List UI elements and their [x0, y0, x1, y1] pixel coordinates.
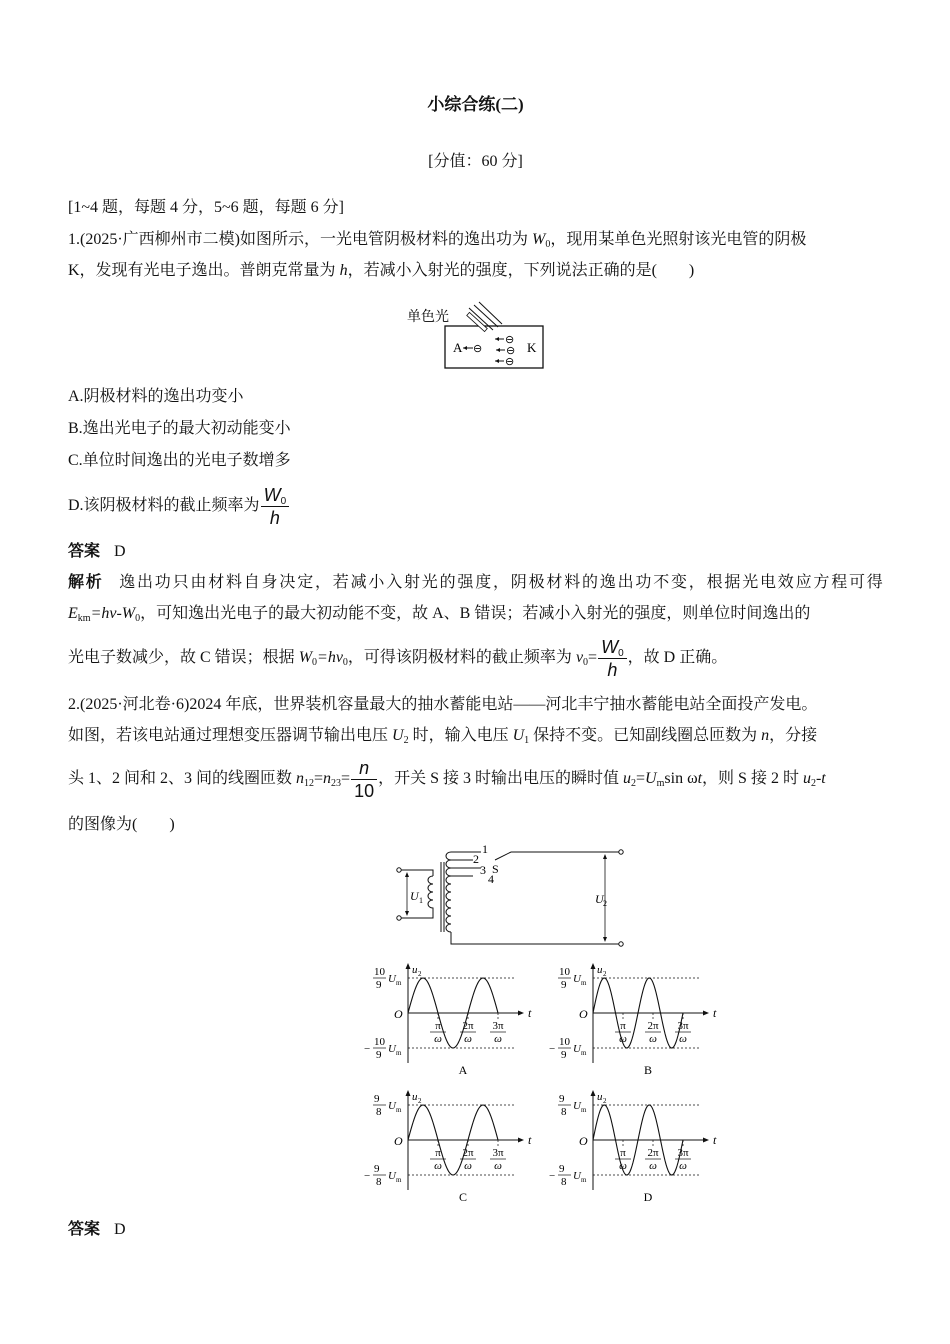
amp-num: 10 [559, 966, 570, 978]
q2-text-3a: 头 1、2 间和 2、3 间的线圈匝数 [68, 770, 297, 787]
answer-label: 答案 [68, 543, 101, 560]
q1-analysis-line3 [68, 634, 883, 682]
var-W: W [532, 231, 546, 248]
y-axis-arrow [406, 963, 411, 969]
u1-sub: 1 [419, 896, 423, 905]
y-axis-label-sub: 2 [603, 970, 607, 978]
fraction-w0-h-2 [598, 636, 627, 681]
tick-omega-3: ω [679, 1033, 687, 1045]
q1-analysis-line1 [68, 572, 883, 594]
u2-sub: 2 [603, 899, 607, 908]
origin-label: O [394, 1007, 403, 1021]
neg-um-sub: m [581, 1049, 587, 1057]
neg-um: U [388, 1043, 396, 1055]
arrow-3-head [496, 348, 500, 352]
analysis-text-3b: ，可得该阴极材料的截止频率为 [347, 649, 576, 666]
answer-graphs [293, 955, 723, 1215]
neg-num: 9 [374, 1163, 380, 1175]
primary-coil [428, 876, 433, 912]
frac-num-w: W [263, 484, 281, 505]
analysis-text-3c: ，故 D 正确。 [627, 649, 728, 666]
secondary-coil [446, 852, 451, 932]
amp-um: U [573, 973, 581, 985]
tick-label-3: 3π [677, 1147, 689, 1159]
tick-label-2: 2π [647, 1147, 659, 1159]
amp-um: U [573, 1100, 581, 1112]
amp-um-sub: m [396, 979, 402, 987]
terminal-br [619, 942, 623, 946]
q2-stem-line2 [68, 725, 883, 747]
q2-stem-line4: 的图像为( ) [68, 816, 175, 833]
q2-text-2d: ，分接 [769, 727, 818, 744]
sub-23: 23 [331, 778, 342, 789]
sin-text: sin ω [664, 770, 698, 787]
frac-n: n [351, 757, 377, 780]
switch-label: S [492, 862, 499, 876]
answer2-value: D [114, 1221, 126, 1238]
var-W0b: W [298, 649, 313, 666]
tick-label-1: π [620, 1020, 626, 1032]
wire-bottom-secondary [451, 932, 619, 944]
var-u2: u [623, 770, 632, 787]
amp-num: 9 [374, 1093, 380, 1105]
amp-um: U [388, 973, 396, 985]
neg-num: 10 [374, 1036, 385, 1048]
var-n12: n [296, 770, 305, 787]
y-axis-arrow [591, 1090, 596, 1096]
tick-label-3: 3π [492, 1020, 504, 1032]
frac2-num-sub: 0 [618, 647, 624, 659]
sub-0c: 0 [312, 657, 318, 668]
tick-label-3: 3π [677, 1020, 689, 1032]
neg-num: 9 [559, 1163, 565, 1175]
answer-value: D [114, 543, 126, 560]
tick-label-1: π [435, 1020, 441, 1032]
origin-label: O [394, 1134, 403, 1148]
sub-km: km [77, 613, 91, 624]
y-axis-label: u [597, 1091, 603, 1103]
tick-label-1: π [620, 1147, 626, 1159]
tick-label-2: 2π [462, 1147, 474, 1159]
electron-3: ⊖ [506, 345, 516, 357]
eq-2: = [341, 770, 351, 787]
phototube-figure [403, 298, 553, 373]
q2-text-3c: ，则 S 接 2 时 [702, 770, 803, 787]
q2-text-2a: 如图，若该电站通过理想变压器调节输出电压 [68, 727, 393, 744]
switch-blade [495, 852, 511, 860]
analysis-text-2: ，可知逸出光电子的最大初动能不变，故 A、B 错误；若减小入射光的强度，则单位时间逸出的 [140, 605, 811, 622]
y-axis-label: u [412, 964, 418, 976]
sub-0e: 0 [583, 657, 589, 668]
tick-omega-2: ω [464, 1033, 472, 1045]
neg-um: U [573, 1043, 581, 1055]
neg-num: 10 [559, 1036, 570, 1048]
tap-2-label: 2 [473, 852, 479, 866]
eq-3: = [636, 770, 646, 787]
amp-um-sub: m [581, 1106, 587, 1114]
graph-c [364, 1090, 532, 1204]
section-note: [1~4 题，每题 4 分，5~6 题，每题 6 分] [68, 199, 344, 216]
tick-label-1: π [435, 1147, 441, 1159]
amp-um: U [388, 1100, 396, 1112]
electron-4: ⊖ [505, 356, 515, 368]
q2-text-2b: 时，输入电压 [408, 727, 513, 744]
tap-4-label: 4 [488, 872, 494, 886]
u1-label: U [410, 889, 419, 903]
sub-2: 2 [403, 735, 409, 746]
graph-label: D [643, 1190, 653, 1204]
sub-1: 1 [524, 735, 530, 746]
x-axis-arrow [703, 1011, 709, 1016]
frac2-num-w: W [601, 636, 619, 657]
y-axis-label-sub: 2 [418, 1097, 422, 1105]
tick-label-3: 3π [492, 1147, 504, 1159]
q1-text-b: ，现用某单色光照射该光电管的阴极 [550, 231, 807, 248]
neg-den: 8 [561, 1176, 567, 1188]
origin-label: O [579, 1007, 588, 1021]
var-t-tail: -t [815, 770, 826, 787]
terminal-tl [397, 868, 401, 872]
u1-arrow-down [405, 911, 409, 916]
amp-um-sub: m [396, 1106, 402, 1114]
q1-option-a: A.阴极材料的逸出功变小 [68, 388, 244, 405]
q1-option-b: B.逸出光电子的最大初动能变小 [68, 420, 291, 437]
graph-a [364, 963, 532, 1077]
var-h: h [339, 262, 348, 279]
eq-sign: = [588, 649, 598, 666]
q2-answer [68, 1219, 883, 1241]
score-line: [分值：60 分] [428, 153, 523, 170]
neg-den: 8 [376, 1176, 382, 1188]
u2-arrow-down [603, 937, 607, 942]
origin-label: O [579, 1134, 588, 1148]
x-axis-arrow [518, 1138, 524, 1143]
tick-omega-2: ω [649, 1033, 657, 1045]
var-nu: ν [575, 649, 584, 666]
tick-omega-1: ω [619, 1160, 627, 1172]
frac-den-h: h [269, 507, 280, 528]
y-axis-label-sub: 2 [603, 1097, 607, 1105]
var-t: t [697, 770, 703, 787]
amp-den: 8 [561, 1106, 567, 1118]
x-axis-label: t [713, 1006, 717, 1020]
q1-option-d-text: D.该阴极材料的截止频率为 [68, 497, 260, 514]
var-U2: U [392, 727, 404, 744]
tick-omega-2: ω [649, 1160, 657, 1172]
q2-stem-line3 [68, 755, 883, 803]
neg-um-sub: m [396, 1176, 402, 1184]
tick-omega-1: ω [619, 1033, 627, 1045]
neg-um-sub: m [581, 1176, 587, 1184]
terminal-bl [397, 916, 401, 920]
analysis-text-3a: 光电子数减少，故 C 错误；根据 [68, 649, 299, 666]
sub-12: 12 [304, 778, 315, 789]
neg-um-sub: m [396, 1049, 402, 1057]
y-axis-arrow [406, 1090, 411, 1096]
var-U1: U [512, 727, 525, 744]
electron-2: ⊖ [505, 334, 515, 346]
q2-text-3b: ，开关 S 接 3 时输出电压的瞬时值 [378, 770, 624, 787]
frac-num-sub: 0 [280, 495, 287, 507]
var-n: n [761, 727, 770, 744]
y-axis-label: u [597, 964, 603, 976]
tick-omega-1: ω [434, 1160, 442, 1172]
frac-10: 10 [354, 780, 375, 801]
tap-3-label: 3 [480, 863, 486, 877]
page-title: 小综合练(二) [427, 95, 524, 114]
eq-hv0: =hν [317, 649, 343, 666]
u2-arrow-up [603, 854, 607, 859]
y-axis-label-sub: 2 [418, 970, 422, 978]
u1-arrow-up [405, 872, 409, 877]
amp-den: 9 [376, 979, 382, 991]
tap-1-label: 1 [482, 842, 488, 856]
answer2-label: 答案 [68, 1221, 101, 1238]
amp-num: 10 [374, 966, 385, 978]
fraction-w0-h [261, 484, 290, 529]
frac2-den-h: h [607, 659, 618, 680]
tick-label-2: 2π [647, 1020, 659, 1032]
y-axis-label: u [412, 1091, 418, 1103]
x-axis-label: t [713, 1133, 717, 1147]
neg-um: U [573, 1170, 581, 1182]
q2-stem-line1: 2.(2025·河北卷·6)2024 年底，世界装机容量最大的抽水蓄能电站——河北丰宁抽水蓄能电站全面投产发电。 [68, 696, 818, 713]
cathode-label: K [527, 340, 537, 355]
graph-b [549, 963, 717, 1077]
u2-label: U [595, 892, 604, 906]
graph-label: B [643, 1063, 653, 1077]
graph-label: A [458, 1063, 468, 1077]
q1-option-d [68, 482, 883, 530]
anode-label: A [453, 340, 463, 355]
neg-den: 9 [561, 1049, 567, 1061]
neg-sign: − [364, 1170, 371, 1182]
q1-stem-line2 [68, 260, 883, 282]
amp-um-sub: m [581, 979, 587, 987]
sub-u2: 2 [631, 778, 637, 789]
var-Um: U [645, 770, 657, 787]
eq-ek: =hν-W [90, 605, 136, 622]
q1-text-d: ，若减小入射光的强度，下列说法正确的是( ) [347, 262, 695, 279]
neg-sign: − [549, 1170, 556, 1182]
q1-text-a: 1.(2025·广西柳州市二模)如图所示，一光电管阴极材料的逸出功为 [68, 231, 532, 248]
q2-text-2c: 保持不变。已知副线圈总匝数为 [529, 727, 762, 744]
x-axis-arrow [703, 1138, 709, 1143]
tick-omega-2: ω [464, 1160, 472, 1172]
x-axis-label: t [528, 1133, 532, 1147]
terminal-tr [619, 850, 623, 854]
y-axis-arrow [591, 963, 596, 969]
var-u2b: u [802, 770, 811, 787]
q1-option-c: C.单位时间逸出的光电子数增多 [68, 452, 291, 469]
var-E: E [68, 605, 78, 622]
sub-0b: 0 [135, 613, 141, 624]
q1-analysis-line2 [68, 603, 883, 625]
amp-num: 9 [559, 1093, 565, 1105]
electron-1: ⊖ [473, 343, 483, 355]
neg-sign: − [549, 1043, 556, 1055]
arrow-1-head [463, 346, 467, 350]
graph-label: C [458, 1190, 468, 1204]
fraction-n-10 [351, 757, 377, 802]
var-n23: n [323, 770, 332, 787]
sub-0d: 0 [342, 657, 348, 668]
x-axis-arrow [518, 1011, 524, 1016]
neg-sign: − [364, 1043, 371, 1055]
sub-u2b: 2 [810, 778, 816, 789]
q1-text-c: K，发现有光电子逸出。普朗克常量为 [68, 262, 340, 279]
sub-0: 0 [545, 239, 551, 250]
x-axis-label: t [528, 1006, 532, 1020]
arrow-2-head [495, 337, 499, 341]
amp-den: 9 [561, 979, 567, 991]
tick-label-2: 2π [462, 1020, 474, 1032]
neg-um: U [388, 1170, 396, 1182]
analysis-text-1: 逸出功只由材料自身决定，若减小入射光的强度，阴极材料的逸出功不变，根据光电效应方程可得 [117, 574, 883, 591]
tick-omega-1: ω [434, 1033, 442, 1045]
arrow-4-head [495, 359, 499, 363]
light-label: 单色光 [407, 310, 449, 325]
graph-d [549, 1090, 717, 1204]
amp-den: 8 [376, 1106, 382, 1118]
q1-answer [68, 541, 883, 563]
tick-omega-3: ω [494, 1160, 502, 1172]
analysis-label: 解析 [68, 574, 104, 591]
transformer-figure [393, 840, 633, 952]
eq-1: = [314, 770, 324, 787]
neg-den: 9 [376, 1049, 382, 1061]
sub-m: m [656, 778, 665, 789]
tick-omega-3: ω [494, 1033, 502, 1045]
tick-omega-3: ω [679, 1160, 687, 1172]
q1-stem-line1 [68, 229, 883, 251]
